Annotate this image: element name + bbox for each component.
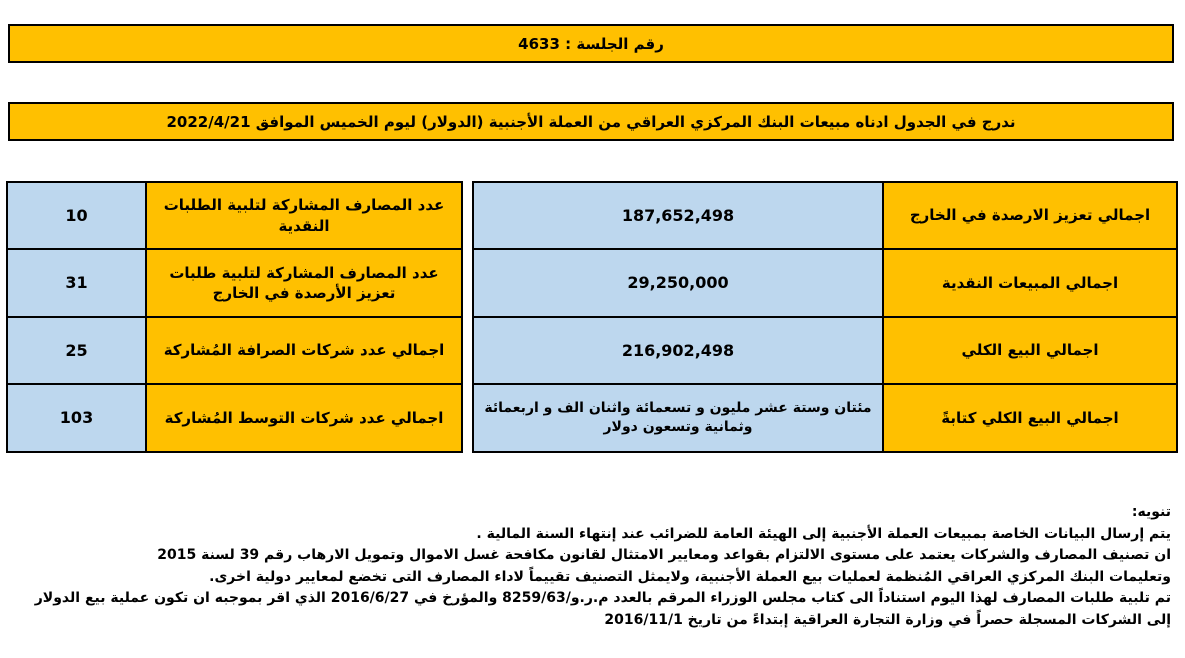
row-value: 103 xyxy=(7,384,146,452)
table-row xyxy=(7,384,462,452)
row-label: عدد المصارف المشاركة لتلبية طلبات تعزيز الأرصدة في الخارج xyxy=(146,249,462,317)
row-value: 187,652,498 xyxy=(473,182,883,249)
note-line: تم تلبية طلبات المصارف لهذا اليوم استناداً الى كتاب مجلس الوزراء المرقم بالعدد م.ر.و/8259/63 والمؤرخ في 2016/6/27 الذي اقر بموجبه ان تكون عملية بيع الدولار xyxy=(34,590,1171,606)
table-row xyxy=(473,182,1177,249)
note-line: إلى الشركات المسجلة حصراً في وزارة التجارة العراقية إبتداءً من تاريخ 2016/11/1 xyxy=(604,611,1171,628)
note-line: وتعليمات البنك المركزي العراقي المُنظمة لعمليات بيع العملة الأجنبية، ولايمثل التصنيف تقييماً لاداء المصارف التى تخضع لمعايير دولية اخرى. xyxy=(209,568,1171,585)
row-value: 29,250,000 xyxy=(473,249,883,317)
table-row xyxy=(473,384,1177,452)
row-label: اجمالي البيع الكلي xyxy=(883,317,1177,384)
row-value: مئتان وستة عشر مليون و تسعمائة واثنان الف و اربعمائة وثمانية وتسعون دولار xyxy=(473,384,883,452)
table-row xyxy=(7,317,462,384)
session-number-text: رقم الجلسة : 4633 xyxy=(518,34,664,53)
table-row xyxy=(7,182,462,249)
row-value: 10 xyxy=(7,182,146,249)
row-label: عدد المصارف المشاركة لتلبية الطلبات النقدية xyxy=(146,182,462,249)
table-row xyxy=(473,249,1177,317)
row-value: 216,902,498 xyxy=(473,317,883,384)
row-label: اجمالي البيع الكلي كتابةً xyxy=(883,384,1177,452)
header-text: ندرج في الجدول ادناه مبيعات البنك المركزي العراقي من العملة الأجنبية (الدولار) ليوم الخميس الموافق 2022/4/21 xyxy=(166,112,1016,131)
row-value: 31 xyxy=(7,249,146,317)
table-row xyxy=(473,317,1177,384)
notes-section xyxy=(11,502,1171,631)
note-line: ان تصنيف المصارف والشركات يعتمد على مستوى الالتزام بقواعد ومعايير الامتثال لقانون مكافحة غسل الاموال وتمويل الارهاب رقم 39 لسنة 2015 xyxy=(157,547,1171,563)
row-value: 25 xyxy=(7,317,146,384)
header-bar xyxy=(8,102,1174,141)
row-label: اجمالي المبيعات النقدية xyxy=(883,249,1177,317)
session-number-bar xyxy=(8,24,1174,63)
row-label: اجمالي تعزيز الارصدة في الخارج xyxy=(883,182,1177,249)
note-line: يتم إرسال البيانات الخاصة بمبيعات العملة الأجنبية إلى الهيئة العامة للضرائب عند إنتهاء السنة المالية . xyxy=(476,525,1171,542)
row-label: اجمالي عدد شركات الصرافة المُشاركة xyxy=(146,317,462,384)
sales-totals-table xyxy=(472,181,1178,453)
participants-table xyxy=(6,181,463,453)
row-label: اجمالي عدد شركات التوسط المُشاركة xyxy=(146,384,462,452)
notes-title: تنويه: xyxy=(1131,504,1171,520)
table-row xyxy=(7,249,462,317)
